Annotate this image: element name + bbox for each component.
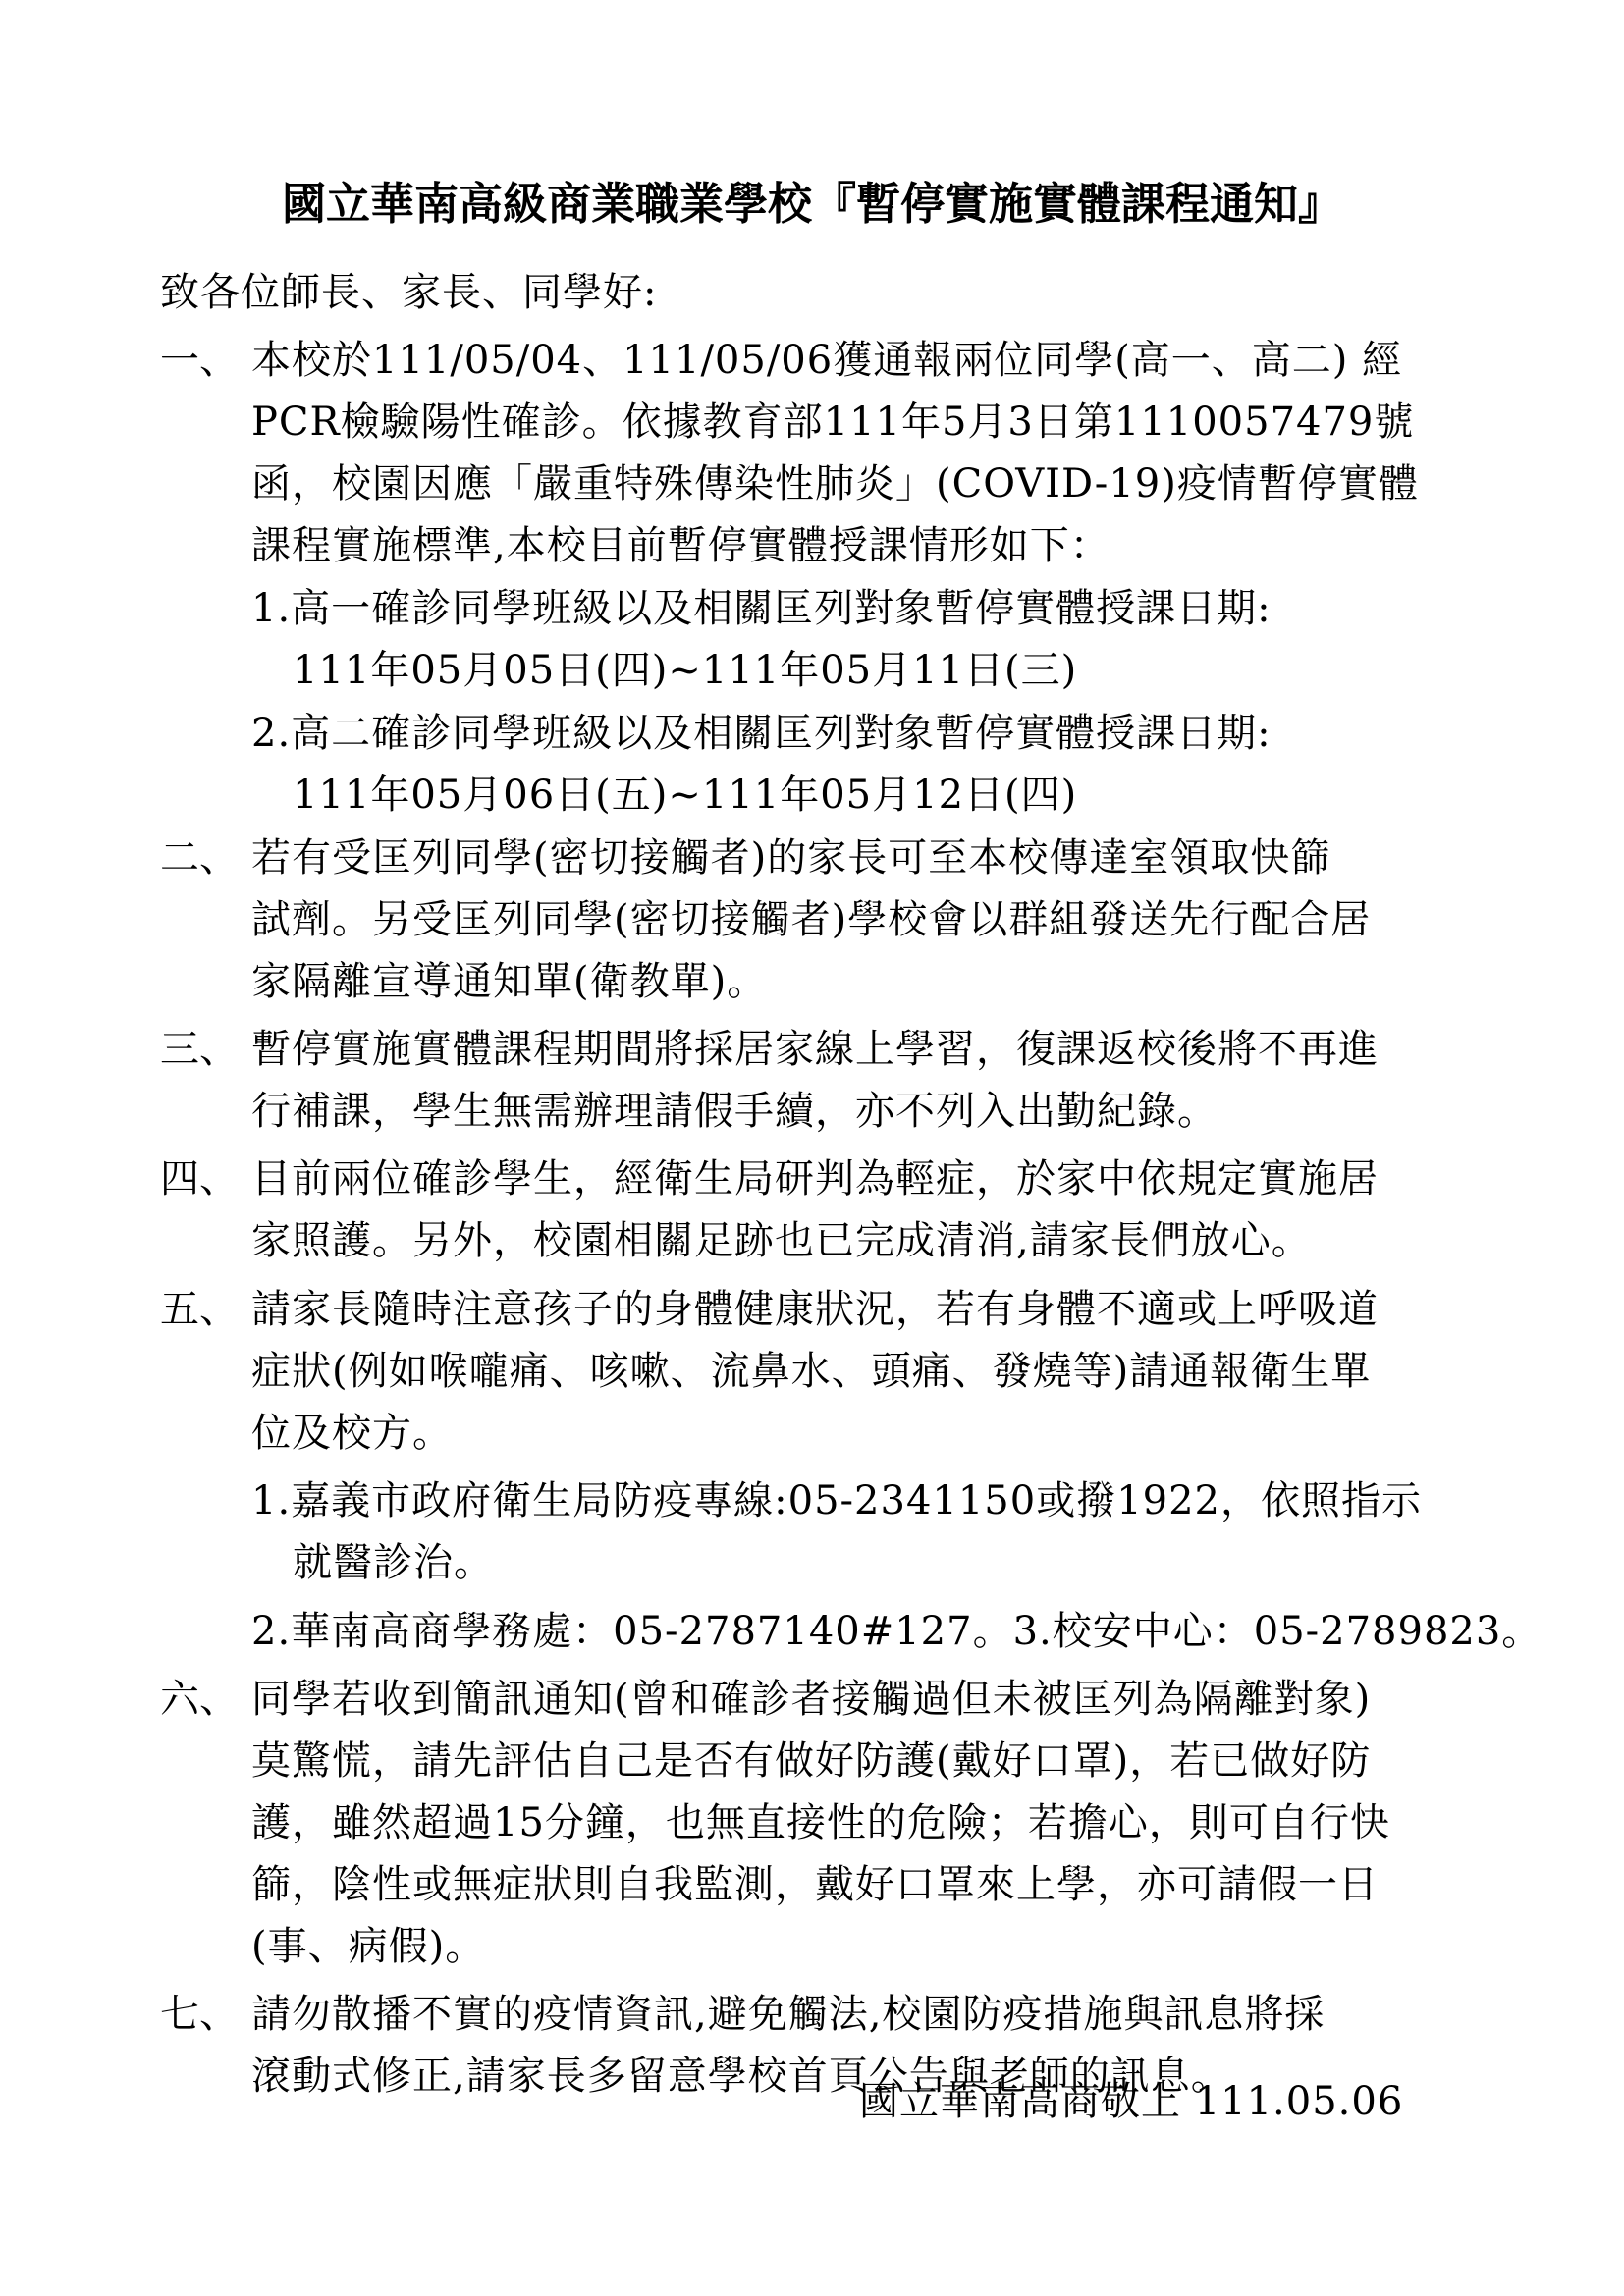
section-text-line: 試劑。另受匡列同學(密切接觸者)學校會以群組發送先行配合居 <box>251 897 1372 942</box>
signature-line: 國立華南高商敬上 111.05.06 <box>859 2079 1404 2124</box>
section-marker: 三、 <box>160 1027 239 1072</box>
section-text-line: (事、病假)。 <box>251 1924 486 1969</box>
section-marker: 七、 <box>160 1992 239 2037</box>
sub-item-line: 1.高一確診同學班級以及相關匡列對象暫停實體授課日期: <box>251 586 1272 631</box>
section-text-line: 莫驚慌，請先評估自己是否有做好防護(戴好口罩)，若已做好防 <box>251 1738 1372 1784</box>
section-text-line: PCR檢驗陽性確診。依據教育部111年5月3日第1110057479號 <box>251 400 1415 445</box>
sub-item-line: 1.嘉義市政府衛生局防疫專線:05-2341150或撥1922，依照指示 <box>251 1478 1422 1523</box>
greeting: 致各位師長、家長、同學好: <box>160 270 658 315</box>
section-text-line: 目前兩位確診學生，經衛生局研判為輕症，於家中依規定實施居 <box>251 1156 1379 1201</box>
section-text-line: 症狀(例如喉嚨痛、咳嗽、流鼻水、頭痛、發燒等)請通報衛生單 <box>251 1349 1372 1394</box>
section-text-line: 課程實施標準,本校目前暫停實體授課情形如下： <box>251 523 1110 568</box>
section-text-line: 請勿散播不實的疫情資訊,避免觸法,校園防疫措施與訊息將採 <box>251 1992 1326 2037</box>
section-marker: 四、 <box>160 1156 239 1201</box>
section-marker: 一、 <box>160 338 239 383</box>
section-text-line: 若有受匡列同學(密切接觸者)的家長可至本校傳達室領取快篩 <box>251 835 1331 881</box>
section-text-line: 篩，陰性或無症狀則自我監測，戴好口罩來上學，亦可請假一日 <box>251 1862 1379 1907</box>
section-text-line: 同學若收到簡訊通知(曾和確診者接觸過但未被匡列為隔離對象) <box>251 1677 1372 1722</box>
sub-item-continuation-line: 就醫診治。 <box>293 1540 494 1585</box>
section-text-line: 行補課，學生無需辦理請假手續，亦不列入出勤紀錄。 <box>251 1089 1218 1134</box>
sub-item-line: 2.高二確診同學班級以及相關匡列對象暫停實體授課日期: <box>251 711 1272 756</box>
sub-item-date-line: 111年05月05日(四)~111年05月11日(三) <box>293 648 1078 693</box>
section-marker: 二、 <box>160 835 239 881</box>
section-marker: 五、 <box>160 1287 239 1332</box>
section-text-line: 請家長隨時注意孩子的身體健康狀況，若有身體不適或上呼吸道 <box>251 1287 1379 1332</box>
page-title: 國立華南高級商業職業學校『暫停實施實體課程通知』 <box>281 178 1342 230</box>
section-text-line: 位及校方。 <box>251 1411 453 1456</box>
section-text-line: 本校於111/05/04、111/05/06獲通報兩位同學(高一、高二) 經 <box>251 338 1403 383</box>
section-text-line: 家照護。另外，校園相關足跡也已完成清消,請家長們放心。 <box>251 1218 1312 1263</box>
sub-item-line: 2.華南高商學務處：05-2787140#127。3.校安中心：05-2789823。 <box>251 1609 1543 1654</box>
section-text-line: 函，校園因應「嚴重特殊傳染性肺炎」(COVID-19)疫情暫停實體 <box>251 461 1419 507</box>
section-text-line: 護，雖然超過15分鐘，也無直接性的危險；若擔心，則可自行快 <box>251 1800 1390 1845</box>
section-text-line: 家隔離宣導通知單(衛教單)。 <box>251 959 768 1004</box>
section-marker: 六、 <box>160 1677 239 1722</box>
section-text-line: 滾動式修正,請家長多留意學校首頁公告與老師的訊息。 <box>251 2054 1231 2099</box>
section-text-line: 暫停實施實體課程期間將採居家線上學習，復課返校後將不再進 <box>251 1027 1379 1072</box>
sub-item-date-line: 111年05月06日(五)~111年05月12日(四) <box>293 773 1078 818</box>
